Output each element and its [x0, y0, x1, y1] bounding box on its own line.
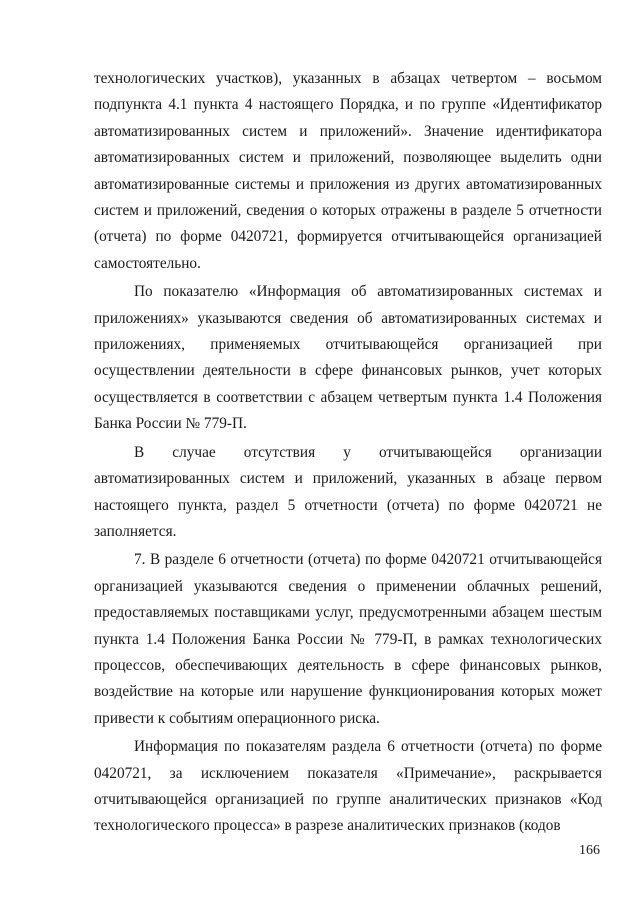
page-number: 166: [579, 843, 600, 858]
paragraph-absence-case: В случае отсутствия у отчитывающейся организации автоматизированных систем и приложений, указанных в абзаце первом настоящего пункта, раздел 5 отчетности (отчета) по форме 0420721 не заполняется.: [94, 443, 602, 540]
paragraph-section-6: 7. В разделе 6 отчетности (отчета) по форме 0420721 отчитывающейся организацией указываются сведения о применении облачных решений, предоставляемых поставщиками услуг, предусмотренными абзацем шестым пункта 1.4 Положения Банка России № 779-П, в рамках технологических процессов, обеспечивающих деятельность в сфере финансовых рынков, воздействие на которые или нарушение функционирования которых может привести к событиям операционного риска.: [94, 551, 602, 727]
paragraph-continuation: технологических участков), указанных в абзацах четвертом – восьмом подпункта 4.1 пункта 4 настоящего Порядка, и по группе «Идентификатор автоматизированных систем и приложений». Значение идентификатора автоматизированных систем и приложений, позволяющее выделить одни автоматизированные системы и приложения из других автоматизированных систем и приложений, сведения о которых отражены в разделе 5 отчетности (отчета) по форме 0420721, формируется отчитывающейся организацией самостоятельно.: [94, 70, 602, 272]
body-text: [94, 66, 602, 842]
paragraph-section-6-indicators: Информация по показателям раздела 6 отчетности (отчета) по форме 0420721, за исключением показателя «Примечание», раскрывается отчитывающейся организацией по группе аналитических признаков «Код технологического процесса» в разрезе аналитических признаков (кодов: [94, 738, 602, 835]
paragraph-info-systems: По показателю «Информация об автоматизированных системах и приложениях» указываются сведения об автоматизированных системах и приложениях, применяемых отчитывающейся организацией при осуществлении деятельности в сфере финансовых рынков, учет которых осуществляется в соответствии с абзацем четвертым пункта 1.4 Положения Банка России № 779-П.: [94, 283, 602, 433]
